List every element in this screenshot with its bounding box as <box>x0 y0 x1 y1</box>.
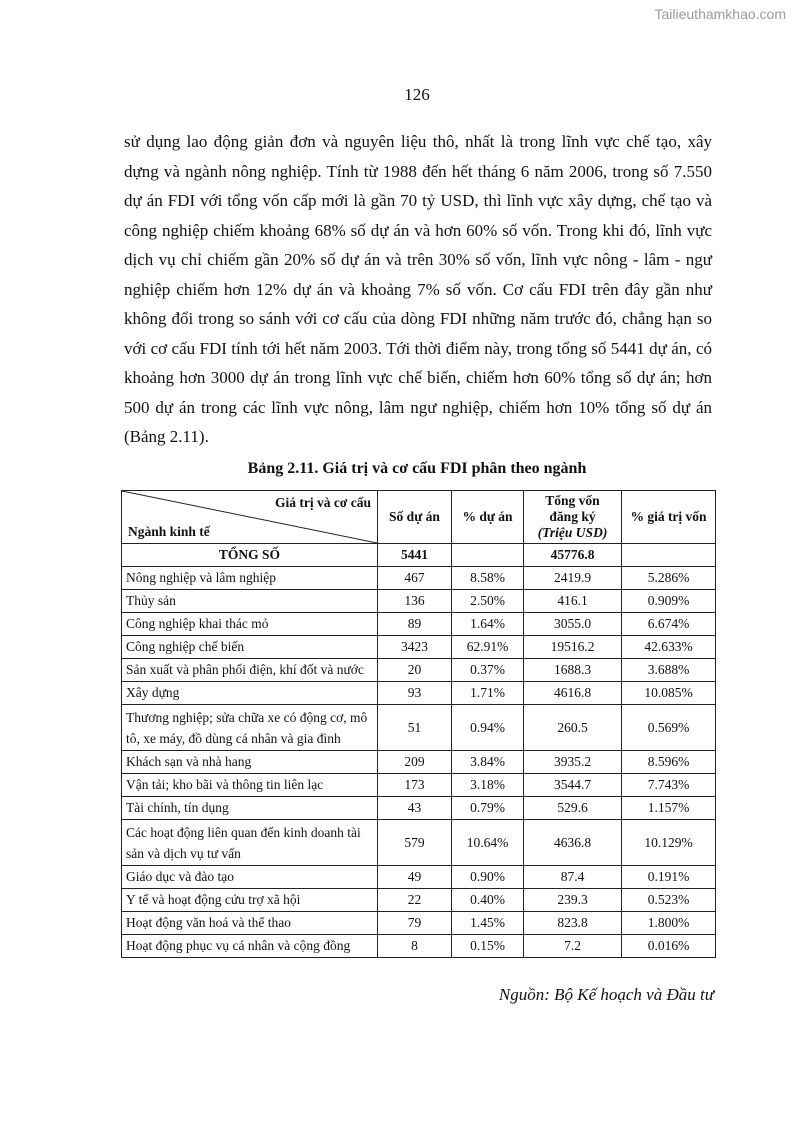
table-row <box>122 590 716 613</box>
registered-capital: 4616.8 <box>524 682 622 705</box>
sector-name: Công nghiệp khai thác mỏ <box>122 613 378 636</box>
pct-capital: 0.909% <box>622 590 716 613</box>
sector-name: Xây dựng <box>122 682 378 705</box>
projects-count: 51 <box>378 705 452 751</box>
header-capital-unit: (Triệu USD) <box>537 525 608 540</box>
projects-count: 49 <box>378 866 452 889</box>
pct-projects: 0.94% <box>452 705 524 751</box>
projects-count: 467 <box>378 567 452 590</box>
source-note: Nguồn: Bộ Kế hoạch và Đầu tư <box>498 985 714 1004</box>
pct-projects: 0.90% <box>452 866 524 889</box>
pct-capital: 0.016% <box>622 935 716 958</box>
table-row <box>122 567 716 590</box>
sector-name: Hoạt động phục vụ cá nhân và cộng đồng <box>122 935 378 958</box>
registered-capital: 239.3 <box>524 889 622 912</box>
pct-capital: 0.569% <box>622 705 716 751</box>
pct-projects: 2.50% <box>452 590 524 613</box>
total-projects: 5441 <box>378 544 452 567</box>
sector-name: Hoạt động văn hoá và thể thao <box>122 912 378 935</box>
sector-name: Khách sạn và nhà hang <box>122 751 378 774</box>
pct-projects: 3.18% <box>452 774 524 797</box>
sector-name: Các hoạt động liên quan đến kinh doanh tài sản và dịch vụ tư vấn <box>122 820 378 866</box>
table-row <box>122 820 716 866</box>
pct-projects: 8.58% <box>452 567 524 590</box>
table-row <box>122 912 716 935</box>
pct-capital: 1.800% <box>622 912 716 935</box>
projects-count: 8 <box>378 935 452 958</box>
pct-capital: 42.633% <box>622 636 716 659</box>
projects-count: 79 <box>378 912 452 935</box>
registered-capital: 3544.7 <box>524 774 622 797</box>
projects-count: 136 <box>378 590 452 613</box>
sector-name: Công nghiệp chế biến <box>122 636 378 659</box>
registered-capital: 3935.2 <box>524 751 622 774</box>
pct-projects: 1.45% <box>452 912 524 935</box>
header-pct-projects: % dự án <box>452 491 524 544</box>
body-paragraph: sử dụng lao động giản đơn và nguyên liệu thô, nhất là trong lĩnh vực chế tạo, xây dựng và ngành nông nghiệp. Tính từ 1988 đến hết tháng 6 năm 2006, trong số 7.550 dự án FDI với tổng vốn cấp mới là gần 70 tỷ USD, thì lĩnh vực xây dựng, chế tạo và công nghiệp chiếm khoảng 68% số dự án và hơn 60% số vốn. Trong khi đó, lĩnh vực dịch vụ chỉ chiếm gần 20% số dự án và trên 30% số vốn, lĩnh vực nông - lâm - ngư nghiệp chiếm hơn 12% dự án và khoảng 7% số vốn. Cơ cấu FDI trên đây gần như không đổi trong so sánh với cơ cấu của dòng FDI những năm trước đó, chẳng hạn so với cơ cấu FDI tính tới hết năm 2003. Tới thời điểm này, trong tổng số 5441 dự án, có khoảng hơn 3000 dự án trong lĩnh vực chế biến, chiếm hơn 60% tổng số dự án; hơn 500 dự án trong các lĩnh vực nông, lâm ngư nghiệp, chiếm hơn 10% tổng số dự án (Bảng 2.11). <box>124 132 712 446</box>
total-pct-projects <box>452 544 524 567</box>
pct-capital: 3.688% <box>622 659 716 682</box>
sector-name: Vận tải; kho bãi và thông tin liên lạc <box>122 774 378 797</box>
pct-projects: 3.84% <box>452 751 524 774</box>
table-row <box>122 682 716 705</box>
sector-name: Nông nghiệp và lâm nghiệp <box>122 567 378 590</box>
pct-projects: 0.79% <box>452 797 524 820</box>
watermark: Tailieuthamkhao.com <box>654 6 786 22</box>
header-capital-line2: đăng ký <box>549 509 596 524</box>
table-row <box>122 705 716 751</box>
pct-capital: 10.085% <box>622 682 716 705</box>
registered-capital: 529.6 <box>524 797 622 820</box>
header-pct-capital: % giá trị vốn <box>622 491 716 544</box>
registered-capital: 1688.3 <box>524 659 622 682</box>
total-capital: 45776.8 <box>524 544 622 567</box>
projects-count: 579 <box>378 820 452 866</box>
sector-name: Tài chính, tín dụng <box>122 797 378 820</box>
registered-capital: 416.1 <box>524 590 622 613</box>
table-row <box>122 797 716 820</box>
projects-count: 22 <box>378 889 452 912</box>
total-pct-capital <box>622 544 716 567</box>
total-row <box>122 544 716 567</box>
pct-capital: 0.523% <box>622 889 716 912</box>
table-row <box>122 889 716 912</box>
page-number: 126 <box>404 85 430 104</box>
pct-projects: 0.40% <box>452 889 524 912</box>
projects-count: 209 <box>378 751 452 774</box>
pct-projects: 0.15% <box>452 935 524 958</box>
projects-count: 89 <box>378 613 452 636</box>
pct-projects: 1.71% <box>452 682 524 705</box>
header-corner-bottom: Ngành kinh tế <box>128 524 210 539</box>
pct-projects: 0.37% <box>452 659 524 682</box>
table-caption: Bảng 2.11. Giá trị và cơ cấu FDI phân theo ngành <box>247 460 587 477</box>
pct-capital: 1.157% <box>622 797 716 820</box>
registered-capital: 2419.9 <box>524 567 622 590</box>
sector-name: Thủy sản <box>122 590 378 613</box>
pct-projects: 1.64% <box>452 613 524 636</box>
pct-capital: 10.129% <box>622 820 716 866</box>
registered-capital: 260.5 <box>524 705 622 751</box>
registered-capital: 823.8 <box>524 912 622 935</box>
header-corner-cell <box>122 491 378 544</box>
header-capital <box>524 491 622 544</box>
pct-projects: 10.64% <box>452 820 524 866</box>
header-capital-line1: Tổng vốn <box>545 493 600 508</box>
projects-count: 20 <box>378 659 452 682</box>
registered-capital: 4636.8 <box>524 820 622 866</box>
pct-projects: 62.91% <box>452 636 524 659</box>
registered-capital: 87.4 <box>524 866 622 889</box>
table-row <box>122 866 716 889</box>
registered-capital: 7.2 <box>524 935 622 958</box>
header-corner-top: Giá trị và cơ cấu <box>275 495 371 510</box>
fdi-table <box>121 490 716 958</box>
sector-name: Y tế và hoạt động cứu trợ xã hội <box>122 889 378 912</box>
table-row <box>122 935 716 958</box>
total-label: TỔNG SỐ <box>122 544 378 567</box>
pct-capital: 5.286% <box>622 567 716 590</box>
table-row <box>122 751 716 774</box>
sector-name: Giáo dục và đào tạo <box>122 866 378 889</box>
projects-count: 173 <box>378 774 452 797</box>
registered-capital: 19516.2 <box>524 636 622 659</box>
header-projects: Số dự án <box>378 491 452 544</box>
sector-name: Sản xuất và phân phối điện, khí đốt và nước <box>122 659 378 682</box>
sector-name: Thương nghiệp; sửa chữa xe có động cơ, mô tô, xe máy, đồ dùng cá nhân và gia đình <box>122 705 378 751</box>
table-row <box>122 774 716 797</box>
pct-capital: 6.674% <box>622 613 716 636</box>
table-row <box>122 613 716 636</box>
registered-capital: 3055.0 <box>524 613 622 636</box>
projects-count: 93 <box>378 682 452 705</box>
pct-capital: 7.743% <box>622 774 716 797</box>
table-row <box>122 659 716 682</box>
pct-capital: 8.596% <box>622 751 716 774</box>
pct-capital: 0.191% <box>622 866 716 889</box>
projects-count: 3423 <box>378 636 452 659</box>
table-row <box>122 636 716 659</box>
projects-count: 43 <box>378 797 452 820</box>
